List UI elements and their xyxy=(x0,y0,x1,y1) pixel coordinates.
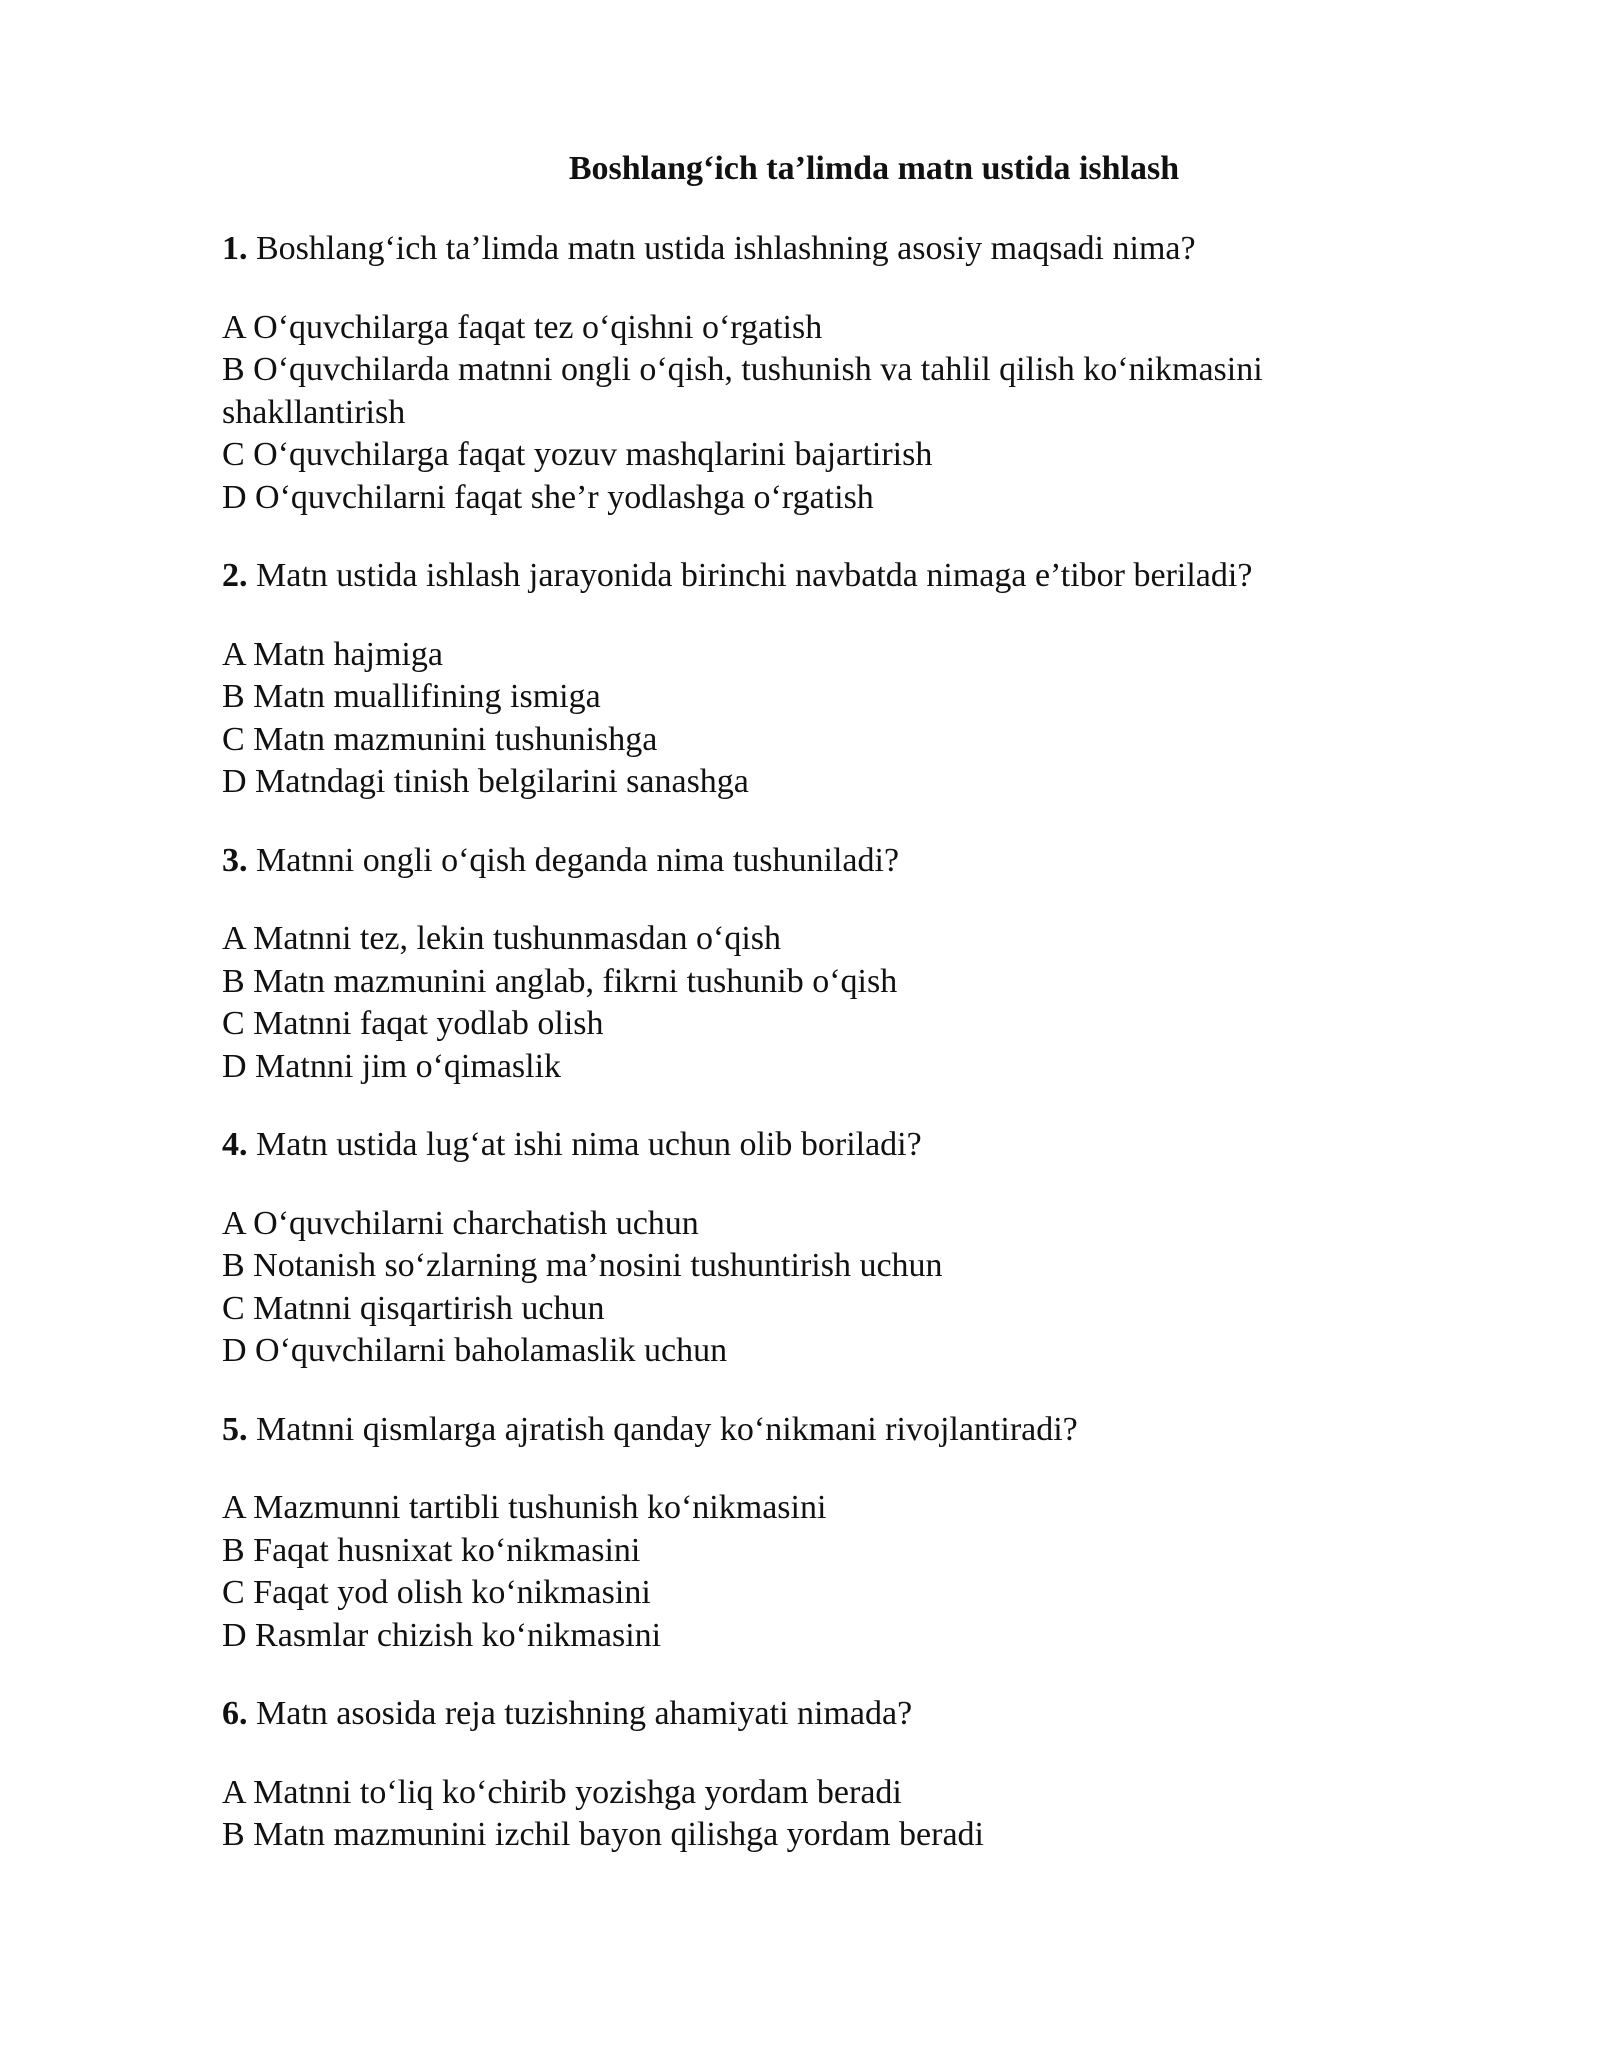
answer-option-c: C Matnni qisqartirish uchun xyxy=(222,1289,605,1327)
question-number: 1. xyxy=(222,230,248,267)
answer-option-a: A Matnni to‘liq ko‘chirib yozishga yordam beradi xyxy=(222,1773,902,1811)
answer-option-d: D O‘quvchilarni faqat she’r yodlashga o‘rgatish xyxy=(222,478,874,516)
question-number: 4. xyxy=(222,1126,248,1163)
document-title: Boshlang‘ich ta’limda matn ustida ishlash xyxy=(568,150,1180,187)
question-text: Matn ustida ishlash jarayonida birinchi navbatda nimaga e’tibor beriladi? xyxy=(256,557,1253,594)
question-text: Matnni qismlarga ajratish qanday ko‘nikmani rivojlantiradi? xyxy=(256,1410,1078,1448)
question-6-options xyxy=(222,1772,1402,1857)
answer-option-a: A Matn hajmiga xyxy=(222,635,443,673)
answer-option-b: B Matn mazmunini anglab, fikrni tushunib o‘qish xyxy=(222,962,898,1000)
question-text: Boshlang‘ich ta’limda matn ustida ishlashning asosiy maqsadi nima? xyxy=(256,230,1196,267)
question-text: Matn ustida lug‘at ishi nima uchun olib boriladi? xyxy=(256,1126,922,1163)
question-text: Matnni ongli o‘qish deganda nima tushuniladi? xyxy=(256,841,900,879)
answer-option-c: C Matnni faqat yodlab olish xyxy=(222,1005,604,1042)
question-4 xyxy=(222,1124,1402,1167)
question-4-options xyxy=(222,1203,1402,1373)
answer-option-d: D Matnni jim o‘qimaslik xyxy=(222,1047,562,1085)
question-1-options xyxy=(222,307,1402,520)
answer-option-c: C Matn mazmunini tushunishga xyxy=(222,720,658,758)
answer-option-d: D Matndagi tinish belgilarini sanashga xyxy=(222,763,749,800)
question-list xyxy=(222,228,1402,1893)
answer-option-a: A O‘quvchilarga faqat tez o‘qishni o‘rgatish xyxy=(222,308,823,346)
answer-option-b: B Matn muallifining ismiga xyxy=(222,678,601,715)
answer-option-c: C Faqat yod olish ko‘nikmasini xyxy=(222,1574,651,1611)
answer-option-d: D Rasmlar chizish ko‘nikmasini xyxy=(222,1616,662,1654)
question-number: 5. xyxy=(222,1410,248,1448)
question-number: 3. xyxy=(222,841,248,879)
question-3-options xyxy=(222,918,1402,1088)
question-1 xyxy=(222,228,1402,271)
answer-option-b: B Matn mazmunini izchil bayon qilishga yordam beradi xyxy=(222,1816,984,1853)
question-text: Matn asosida reja tuzishning ahamiyati nimada? xyxy=(256,1695,913,1732)
question-5-options xyxy=(222,1487,1402,1657)
answer-option-b: B Faqat husnixat ko‘nikmasini xyxy=(222,1531,641,1569)
question-5 xyxy=(222,1409,1402,1452)
question-6 xyxy=(222,1693,1402,1736)
answer-option-a: A Matnni tez, lekin tushunmasdan o‘qish xyxy=(222,920,782,957)
question-2 xyxy=(222,555,1402,598)
answer-option-b: B Notanish so‘zlarning ma’nosini tushuntirish uchun xyxy=(222,1247,943,1284)
answer-option-b: B O‘quvchilarda matnni ongli o‘qish, tushunish va tahlil qilish ko‘nikmasini shakllantirish xyxy=(222,351,1263,431)
question-2-options xyxy=(222,634,1402,804)
answer-option-d: D O‘quvchilarni baholamaslik uchun xyxy=(222,1332,728,1369)
answer-option-a: A O‘quvchilarni charchatish uchun xyxy=(222,1204,699,1242)
question-3 xyxy=(222,840,1402,883)
answer-option-a: A Mazmunni tartibli tushunish ko‘nikmasini xyxy=(222,1489,827,1526)
question-number: 6. xyxy=(222,1695,248,1732)
question-number: 2. xyxy=(222,557,248,594)
answer-option-c: C O‘quvchilarga faqat yozuv mashqlarini bajartirish xyxy=(222,436,933,473)
